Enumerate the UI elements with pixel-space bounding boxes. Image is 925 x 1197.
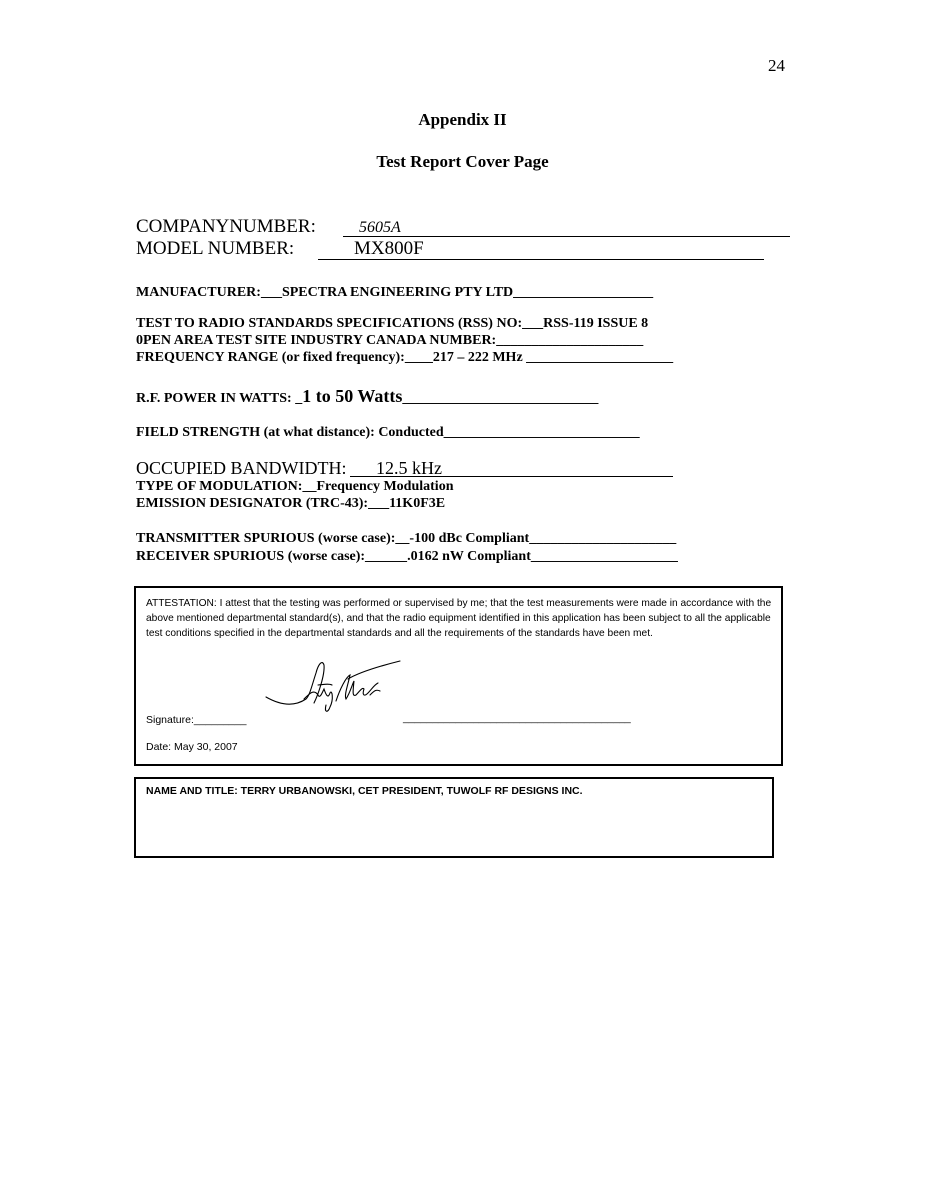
emission-value: 11K0F3E (389, 496, 446, 511)
attestation-date: Date: May 30, 2007 (146, 741, 238, 753)
rss-value: RSS-119 ISSUE 8 (543, 316, 649, 331)
field-strength-line (136, 425, 640, 441)
frequency-trail: _____________________ (522, 350, 674, 365)
emission-line (136, 496, 445, 512)
occupied-bandwidth-label: OCCUPIED BANDWIDTH: (136, 458, 347, 478)
rf-power-value: 1 to 50 Watts (302, 386, 403, 406)
rx-spurious-label: RECEIVER SPURIOUS (136, 549, 285, 564)
appendix-title: Appendix II (418, 110, 507, 129)
model-number-underline (318, 259, 764, 260)
frequency-line (136, 350, 673, 366)
frequency-value: 217 – 222 MHz (432, 350, 523, 365)
company-number-value: 5605A (359, 219, 401, 236)
signature-image (258, 655, 418, 717)
model-number-label: MODEL NUMBER: (136, 238, 295, 259)
modulation-value: Frequency Modulation (316, 479, 454, 494)
tx-spurious-label: TRANSMITTER SPURIOUS (136, 531, 315, 546)
frequency-label: FREQUENCY RANGE (136, 350, 279, 365)
manufacturer-label: MANUFACTURER:___ (136, 285, 282, 300)
open-area-trail: _____________________ (496, 333, 644, 348)
rf-power-label: R.F. POWER IN WATTS: _ (136, 391, 303, 406)
company-number-underline (343, 236, 790, 237)
occupied-bandwidth-value: 12.5 kHz (376, 458, 442, 478)
open-area-line (136, 333, 643, 349)
attestation-text: ATTESTATION: I attest that the testing was performed or supervised by me; that the test measurements were made in accordance with the above mentioned departmental standard(s), and that the radio equipment identified in this application has been subject to all the applicable test conditions specified in the departmental standards and all the requirements of the standards have been met. (146, 598, 772, 639)
modulation-line (136, 479, 453, 495)
name-title-text: NAME AND TITLE: TERRY URBANOWSKI, CET PRESIDENT, TUWOLF RF DESIGNS INC. (146, 785, 583, 797)
rss-line (136, 316, 648, 332)
tx-spurious-line (136, 531, 676, 547)
page-number: 24 (768, 56, 785, 75)
signature-line: _______________________________________ (403, 712, 631, 724)
report-title: Test Report Cover Page (376, 152, 549, 171)
tx-spurious-trail: _____________________ (529, 531, 677, 546)
modulation-label: TYPE OF MODULATION:__ (136, 479, 317, 494)
occupied-bandwidth-underline (350, 476, 673, 477)
signature-label: Signature:_________ (146, 714, 247, 726)
rss-label: TEST TO RADIO STANDARDS SPECIFICATIONS (RSS) NO:___ (136, 316, 544, 331)
manufacturer-value: SPECTRA ENGINEERING PTY LTD (281, 285, 514, 300)
field-strength-trail: ____________________________ (443, 425, 640, 440)
field-strength-value: Conducted (378, 425, 444, 440)
tx-spurious-value: -100 dBc Compliant (409, 531, 530, 546)
rf-power-line (136, 386, 598, 407)
field-strength-qualifier: (at what distance): (260, 425, 379, 440)
rx-spurious-qualifier: (worse case):______ (284, 549, 408, 564)
rf-power-trail: ____________________________ (402, 391, 599, 406)
model-number-value: MX800F (354, 238, 424, 259)
manufacturer-line (136, 285, 653, 301)
rx-spurious-value: .0162 nW Compliant (407, 549, 531, 564)
field-strength-label: FIELD STRENGTH (136, 425, 261, 440)
tx-spurious-qualifier: (worse case):__ (314, 531, 410, 546)
frequency-qualifier: (or fixed frequency):____ (278, 350, 433, 365)
emission-label: EMISSION DESIGNATOR (TRC-43):___ (136, 496, 390, 511)
rx-spurious-trail: _____________________ (530, 549, 678, 564)
company-number-label: COMPANYNUMBER: (136, 216, 316, 237)
rx-spurious-line (136, 549, 678, 565)
manufacturer-trail: ____________________ (513, 285, 654, 300)
open-area-label: 0PEN AREA TEST SITE INDUSTRY CANADA NUMBER: (136, 333, 497, 348)
